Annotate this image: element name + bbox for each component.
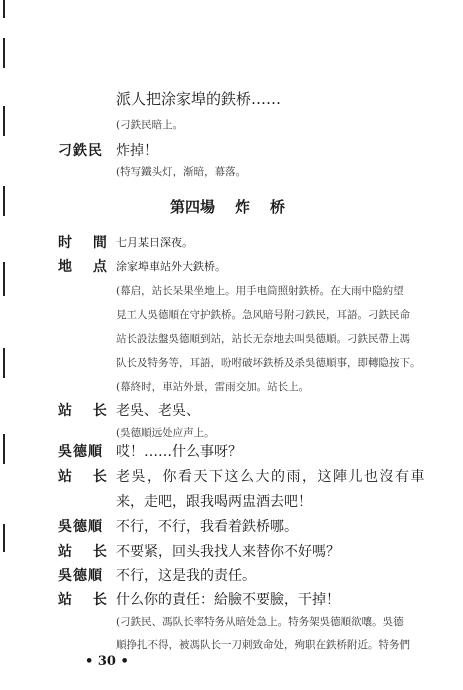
setting-line: 站长設法盤吳德順到站，站长无奈地去叫吳德順。刁鉄民帶上馮 (116, 333, 410, 345)
setting-line: 見工人吳德順在守护鉄桥。急风暗号附刁鉄民，耳語。刁鉄民命 (116, 309, 410, 321)
stage-direction: (特写鐵头灯，渐暗，幕落。 (116, 166, 247, 178)
stage-direction: (刁鉄民、馮队长率特务从暗处急上。特务架吳德順欲嚷。吳德 (116, 616, 404, 628)
time-value: 七月某日深夜。 (116, 236, 193, 249)
speaker-label: 吳德順 (58, 519, 103, 535)
dialogue-text: 派人把涂家埠的鉄桥…… (116, 90, 282, 108)
dialogue-text: 老吳，你看天下这么大的雨，这陣儿也沒有車 (116, 469, 426, 485)
setting-line: 队长及特务等，耳語，吩咐破坏鉄桥及杀吳德順事，即轉隐按下。 (116, 357, 421, 369)
stage-direction: (刁鉄民暗上。 (116, 119, 184, 131)
binding-mark (3, 348, 5, 378)
stage-direction: 順挣扎不得，被馮队长一刀刺致命处，殉职在鉄桥附近。特务們 (116, 639, 410, 651)
scene-title: 第四場 炸 桥 (170, 198, 286, 216)
speaker-label: 站 长 (58, 469, 115, 485)
binding-mark (3, 434, 5, 464)
dialogue-text: 老吳、老吳、 (116, 403, 200, 419)
speaker-label: 站 长 (58, 403, 115, 419)
dialogue-text: 不行，这是我的责任。 (116, 568, 256, 584)
setting-line: (幕启，站长呆果坐地上。用手电筒照射鉄桥。在大雨中隐約望 (116, 285, 404, 297)
binding-mark (3, 106, 5, 136)
place-label: 地 点 (58, 259, 115, 275)
dialogue-text: 不要紧，回头我找人来替你不好嗎？ (116, 544, 340, 560)
place-value: 涂家埠車站外大鉄桥。 (116, 260, 226, 273)
dialogue-text: 什么你的責任：給臉不要臉，干掉！ (116, 592, 340, 608)
speaker-label: 吳德順 (58, 444, 103, 460)
stage-direction: (吳德順远处应声上。 (116, 427, 215, 439)
binding-mark (3, 262, 5, 296)
binding-mark (3, 186, 5, 216)
setting-line: (幕終时，車站外景，雷雨交加。站长上。 (116, 381, 310, 393)
speaker-label: 刁鉄民 (58, 143, 103, 159)
binding-mark (3, 38, 5, 68)
dialogue-text: 来，走吧，跟我喝两盅酒去吧！ (116, 494, 312, 510)
speaker-label: 站 长 (58, 592, 115, 608)
dialogue-text: 哎！……什么事呀？ (116, 444, 242, 460)
time-label: 时 間 (58, 235, 115, 251)
binding-mark (3, 524, 5, 552)
speaker-label: 吳德順 (58, 568, 103, 584)
page-number: • 30 • (85, 654, 129, 669)
binding-mark (3, 0, 5, 18)
dialogue-text: 炸掉！ (116, 143, 158, 159)
speaker-label: 站 长 (58, 544, 115, 560)
dialogue-text: 不行，不行，我看着鉄桥哪。 (116, 519, 298, 535)
